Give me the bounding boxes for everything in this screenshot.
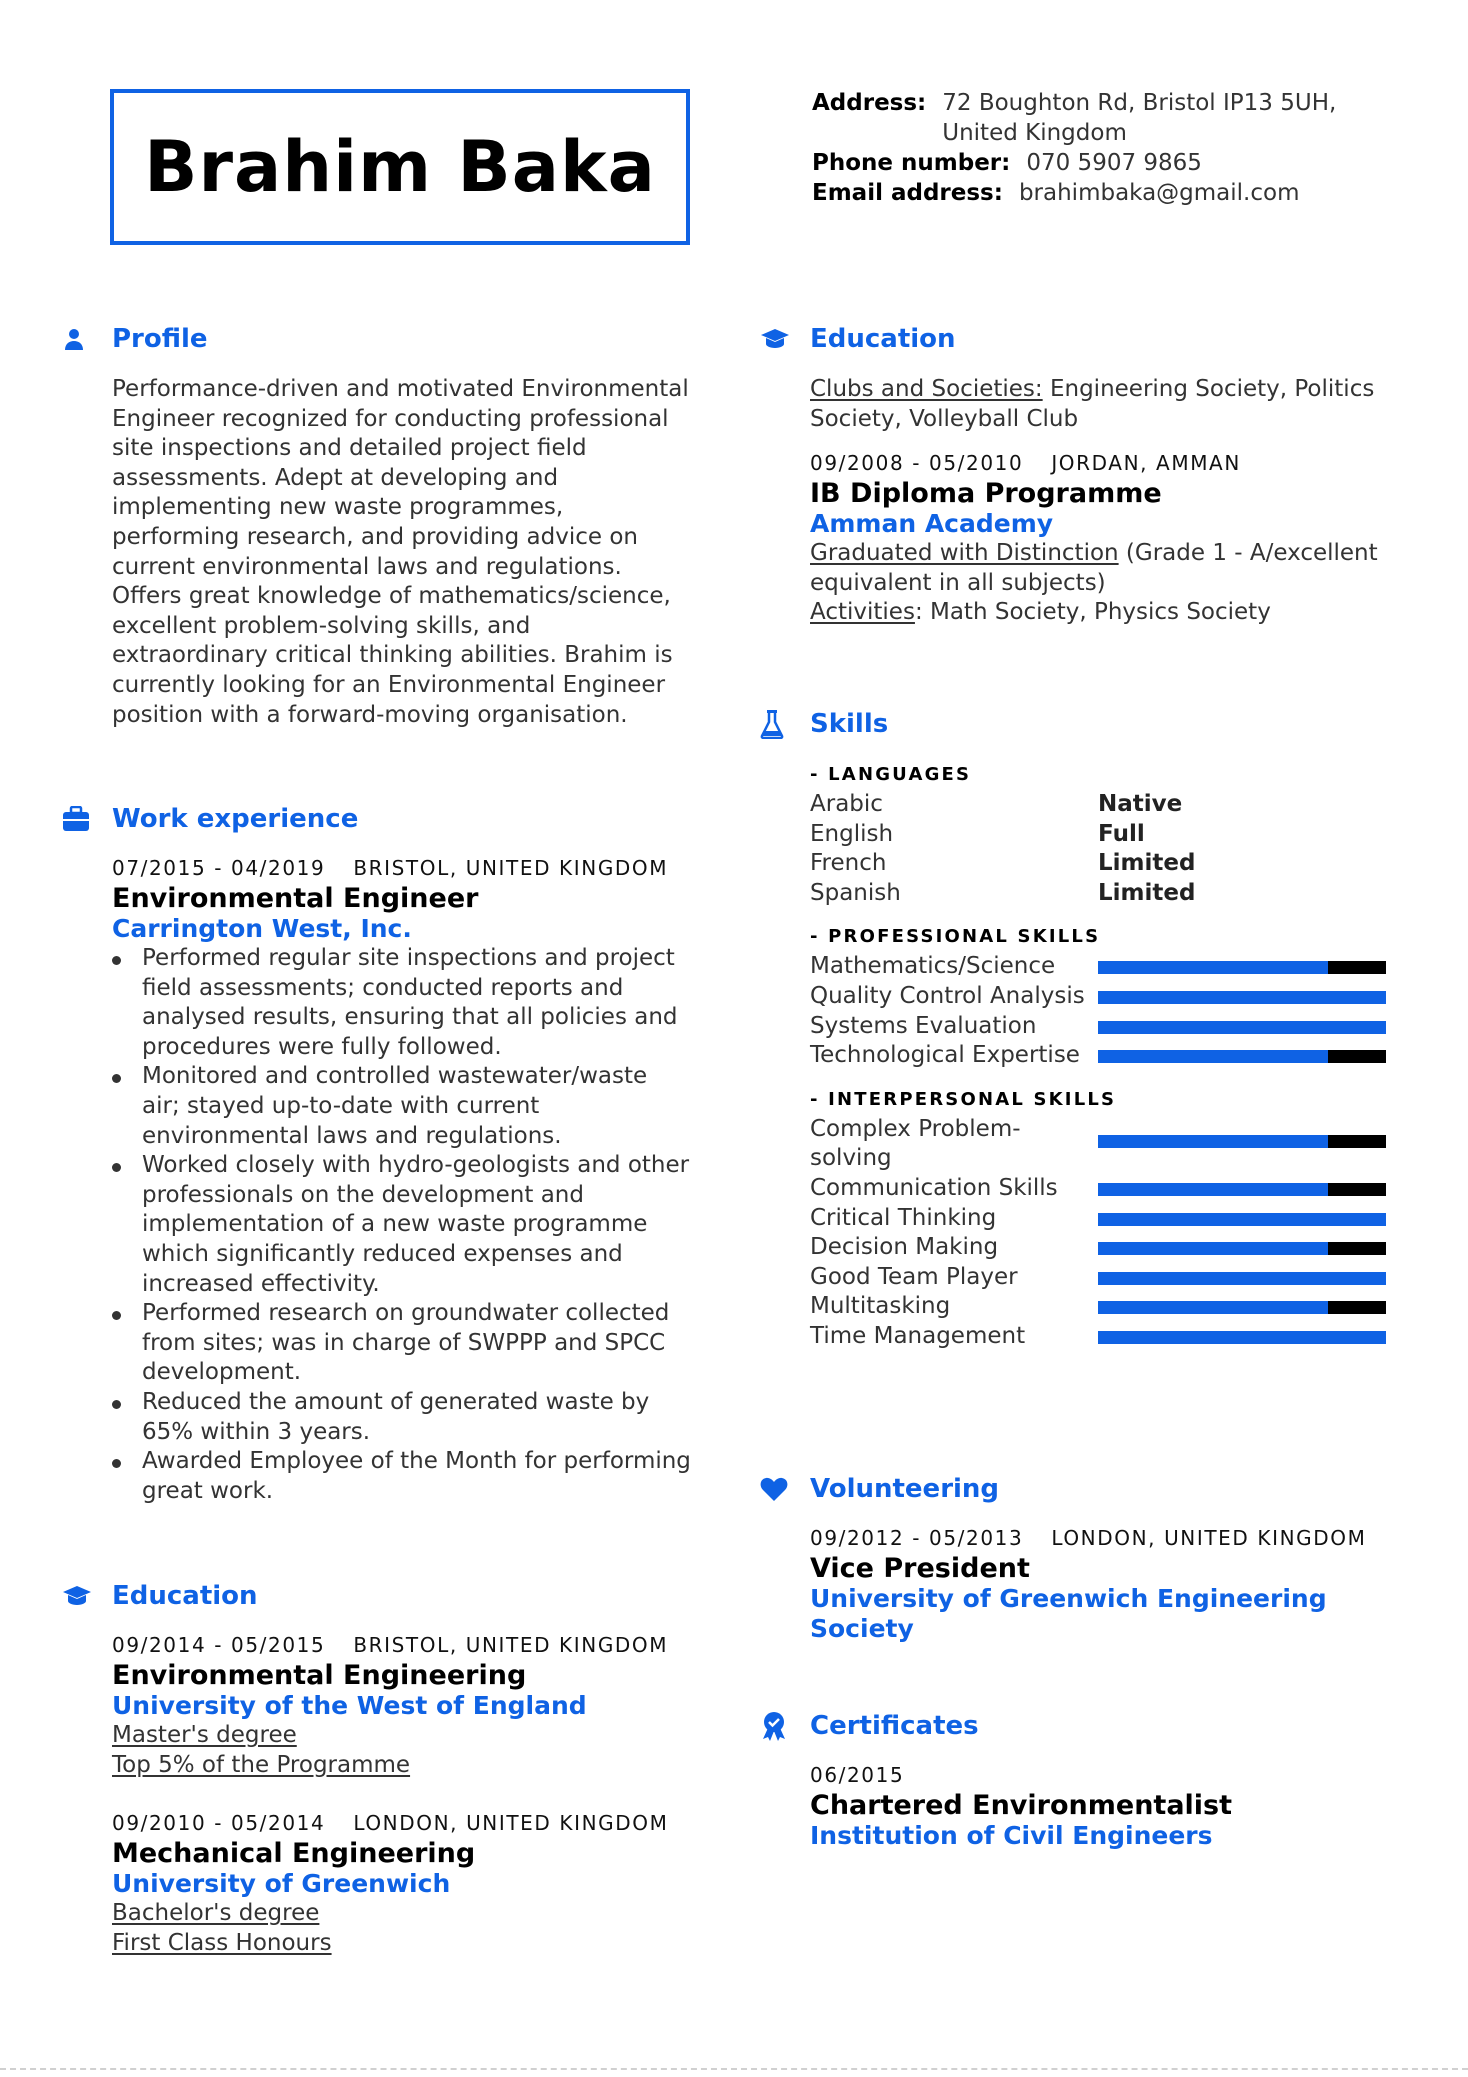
skill-name: Mathematics/Science: [810, 953, 1056, 980]
contact-phone: [812, 148, 1412, 178]
skill-name: Good Team Player: [810, 1263, 1018, 1290]
entry-organization: University of Greenwich Engineering Society: [810, 1584, 1327, 1643]
work-entry: [112, 853, 692, 1506]
contact-email: [812, 178, 1412, 208]
skill-level-bar: [1098, 1021, 1386, 1034]
skill-row: [810, 1012, 1400, 1042]
entry-meta: [810, 448, 1400, 478]
interpersonal-skills-heading: - INTERPERSONAL SKILLS: [810, 1088, 1117, 1110]
professional-skills-list: [810, 952, 1400, 1070]
section-header: [62, 801, 692, 837]
profile-text: Performance-driven and motivated Environmental Engineer recognized for conducting professional site inspections and detailed project field assessments. Adept at developing and implementing new waste programmes, performing research, and providing advice on current environmental laws and regulations. Offers great knowledge of mathematics/science, excellent problem-solving skills, and extraordinary critical thinking abilities. Brahim is currently looking for an Environmental Engineer position with a forward-moving organisation.: [112, 376, 689, 728]
entry-date: 09/2010 - 05/2014: [112, 1811, 326, 1836]
graduation-cap-icon: [62, 1585, 112, 1607]
language-name: French: [810, 850, 887, 877]
list-item: Awarded Employee of the Month for performing great work.: [112, 1447, 692, 1506]
skill-level-bar: [1098, 1183, 1386, 1196]
volunteering-section: [760, 1471, 1400, 1644]
skills-section: [760, 706, 1400, 1352]
entry-date: 09/2014 - 05/2015: [112, 1633, 326, 1657]
entry-organization: University of Greenwich: [112, 1869, 451, 1899]
skill-level-bar: [1098, 1272, 1386, 1285]
interpersonal-skills-list: [810, 1115, 1400, 1352]
skill-row: [810, 1174, 1400, 1204]
entry-meta: [810, 1760, 1400, 1790]
language-row: [810, 790, 1400, 820]
activities-text: : Math Society, Physics Society: [914, 599, 1271, 626]
skill-row: [810, 1041, 1400, 1071]
skill-level-bar: [1098, 1213, 1386, 1226]
skill-row: [810, 1263, 1400, 1293]
skill-name: Quality Control Analysis: [810, 982, 1085, 1009]
language-row: [810, 879, 1400, 909]
education-section-left: [62, 1578, 692, 1958]
work-section: [62, 801, 692, 1506]
entry-meta: [112, 1808, 692, 1838]
graduation-cap-icon: [760, 328, 810, 350]
distinction-label: Graduated with Distinction: [810, 540, 1119, 567]
skill-level-bar: [1098, 1050, 1386, 1063]
skill-bar-remainder: [1328, 1135, 1386, 1148]
entry-detail: Master's degree: [112, 1722, 297, 1748]
languages-heading: - LANGUAGES: [810, 764, 972, 785]
entry-title: Environmental Engineering: [112, 1660, 527, 1691]
briefcase-icon: [62, 806, 112, 832]
skill-row: [810, 1292, 1400, 1322]
skills-body: [810, 760, 1400, 1352]
skill-name: Communication Skills: [810, 1174, 1058, 1201]
distinction-line: [810, 539, 1400, 598]
section-title: Profile: [112, 324, 208, 354]
section-header: [760, 321, 1400, 357]
language-level: Native: [1098, 791, 1183, 817]
heart-icon: [760, 1476, 810, 1502]
language-name: English: [810, 820, 894, 847]
certificates-section: [760, 1708, 1400, 1851]
entry-location: BRISTOL, UNITED KINGDOM: [353, 1633, 669, 1657]
entry-date: 09/2008 - 05/2010: [810, 451, 1024, 476]
entry-meta: [112, 1630, 692, 1660]
entry-title: Vice President: [810, 1553, 1030, 1584]
skill-name: Critical Thinking: [810, 1204, 997, 1231]
entry-title: Chartered Environmentalist: [810, 1790, 1233, 1821]
contact-address: [812, 88, 1412, 148]
skill-level-bar: [1098, 1331, 1386, 1344]
contact-label: Address:: [812, 90, 927, 116]
entry-organization: Carrington West, Inc.: [112, 914, 412, 943]
languages-list: [810, 790, 1400, 908]
skill-level-bar: [1098, 1242, 1386, 1255]
section-header: [760, 706, 1400, 742]
education-section-right: [760, 321, 1400, 628]
section-header: [62, 321, 692, 357]
entry-detail: Bachelor's degree: [112, 1900, 320, 1927]
distinction-text: (Grade 1 - A/excellent equivalent in all subjects): [810, 540, 1378, 596]
skill-row: [810, 982, 1400, 1012]
award-badge-icon: [760, 1711, 810, 1741]
section-title: Skills: [810, 709, 889, 739]
entry-location: JORDAN, AMMAN: [1051, 451, 1241, 476]
skill-name: Technological Expertise: [810, 1042, 1080, 1069]
skill-name: Multitasking: [810, 1293, 951, 1320]
entry-location: BRISTOL, UNITED KINGDOM: [353, 856, 669, 880]
skill-level-bar: [1098, 991, 1386, 1004]
list-item: Reduced the amount of generated waste by 65% within 3 years.: [112, 1388, 692, 1447]
section-title: Certificates: [810, 1711, 979, 1741]
entry-date: 07/2015 - 04/2019: [112, 856, 326, 880]
entry-organization: Institution of Civil Engineers: [810, 1821, 1213, 1850]
clubs-line: [810, 375, 1400, 434]
contact-value: brahimbaka@gmail.com: [1018, 180, 1300, 206]
candidate-name: Brahim Baka: [144, 126, 656, 208]
language-level: Full: [1098, 820, 1145, 847]
activities-line: [810, 598, 1400, 628]
flask-icon: [760, 709, 810, 739]
profile-section: [62, 321, 692, 730]
volunteering-entry: [810, 1523, 1400, 1644]
entry-detail: Top 5% of the Programme: [112, 1751, 411, 1778]
language-row: [810, 820, 1400, 850]
section-title: Education: [810, 324, 956, 354]
section-title: Education: [112, 1581, 258, 1611]
certificate-entry: [810, 1760, 1400, 1851]
skill-row: [810, 1233, 1400, 1263]
entry-location: LONDON, UNITED KINGDOM: [353, 1811, 669, 1836]
section-title: Volunteering: [810, 1474, 1000, 1504]
skill-name: Complex Problem-solving: [810, 1115, 1021, 1172]
language-row: [810, 849, 1400, 879]
user-icon: [62, 327, 112, 351]
skill-bar-remainder: [1328, 1050, 1386, 1063]
section-title: Work experience: [112, 804, 359, 834]
skill-bar-remainder: [1328, 1242, 1386, 1255]
education-entry: [810, 375, 1400, 628]
skill-level-bar: [1098, 1301, 1386, 1314]
entry-detail: First Class Honours: [112, 1929, 332, 1956]
contact-label: Email address:: [812, 180, 1003, 206]
education-entry: [112, 1630, 692, 1780]
skill-name: Systems Evaluation: [810, 1012, 1037, 1039]
entry-meta: [112, 853, 692, 883]
entry-date: 06/2015: [810, 1763, 905, 1787]
page-divider: [0, 2068, 1468, 2070]
entry-organization: University of the West of England: [112, 1691, 587, 1720]
contact-block: [812, 88, 1412, 208]
list-item: Performed regular site inspections and project field assessments; conducted reports and analysed results, ensuring that all policies and procedures were fully followed.: [112, 944, 692, 1062]
skill-name: Decision Making: [810, 1234, 999, 1261]
skill-bar-remainder: [1328, 1301, 1386, 1314]
skill-bar-remainder: [1328, 961, 1386, 974]
skill-name: Time Management: [810, 1322, 1026, 1349]
skill-level-bar: [1098, 961, 1386, 974]
entry-title: Mechanical Engineering: [112, 1838, 476, 1870]
entry-date: 09/2012 - 05/2013: [810, 1526, 1024, 1550]
skill-bar-remainder: [1328, 1183, 1386, 1196]
list-item: Monitored and controlled wastewater/waste air; stayed up-to-date with current environmental laws and regulations.: [112, 1062, 692, 1151]
name-box: [110, 89, 690, 245]
skill-row: [810, 1115, 1400, 1174]
skill-row: [810, 1322, 1400, 1352]
entry-title: Environmental Engineer: [112, 883, 479, 914]
entry-organization: Amman Academy: [810, 509, 1054, 539]
language-level: Limited: [1098, 879, 1196, 906]
skill-row: [810, 952, 1400, 982]
language-level: Limited: [1098, 850, 1196, 877]
contact-label: Phone number:: [812, 150, 1011, 176]
activities-label: Activities: [810, 599, 915, 626]
contact-value: 070 5907 9865: [1026, 150, 1202, 176]
language-name: Arabic: [810, 791, 883, 817]
list-item: Worked closely with hydro-geologists and other professionals on the development and implementation of a new waste programme which significantly reduced expenses and increased effectivity.: [112, 1151, 692, 1299]
contact-value: 72 Boughton Rd, Bristol IP13 5UH, United Kingdom: [942, 90, 1337, 146]
language-name: Spanish: [810, 879, 901, 906]
entry-bullets: [112, 944, 692, 1506]
education-entry: [112, 1808, 692, 1958]
skill-row: [810, 1204, 1400, 1234]
entry-title: IB Diploma Programme: [810, 478, 1162, 510]
professional-skills-heading: - PROFESSIONAL SKILLS: [810, 926, 1101, 948]
entry-meta: [810, 1523, 1400, 1553]
section-header: [62, 1578, 692, 1614]
section-header: [760, 1708, 1400, 1744]
skill-level-bar: [1098, 1135, 1386, 1148]
clubs-text: Engineering Society, Politics Society, Volleyball Club: [810, 376, 1375, 432]
clubs-label: Clubs and Societies:: [810, 376, 1043, 402]
list-item: Performed research on groundwater collected from sites; was in charge of SWPPP and SPCC development.: [112, 1299, 692, 1388]
entry-location: LONDON, UNITED KINGDOM: [1051, 1526, 1367, 1550]
section-header: [760, 1471, 1400, 1507]
